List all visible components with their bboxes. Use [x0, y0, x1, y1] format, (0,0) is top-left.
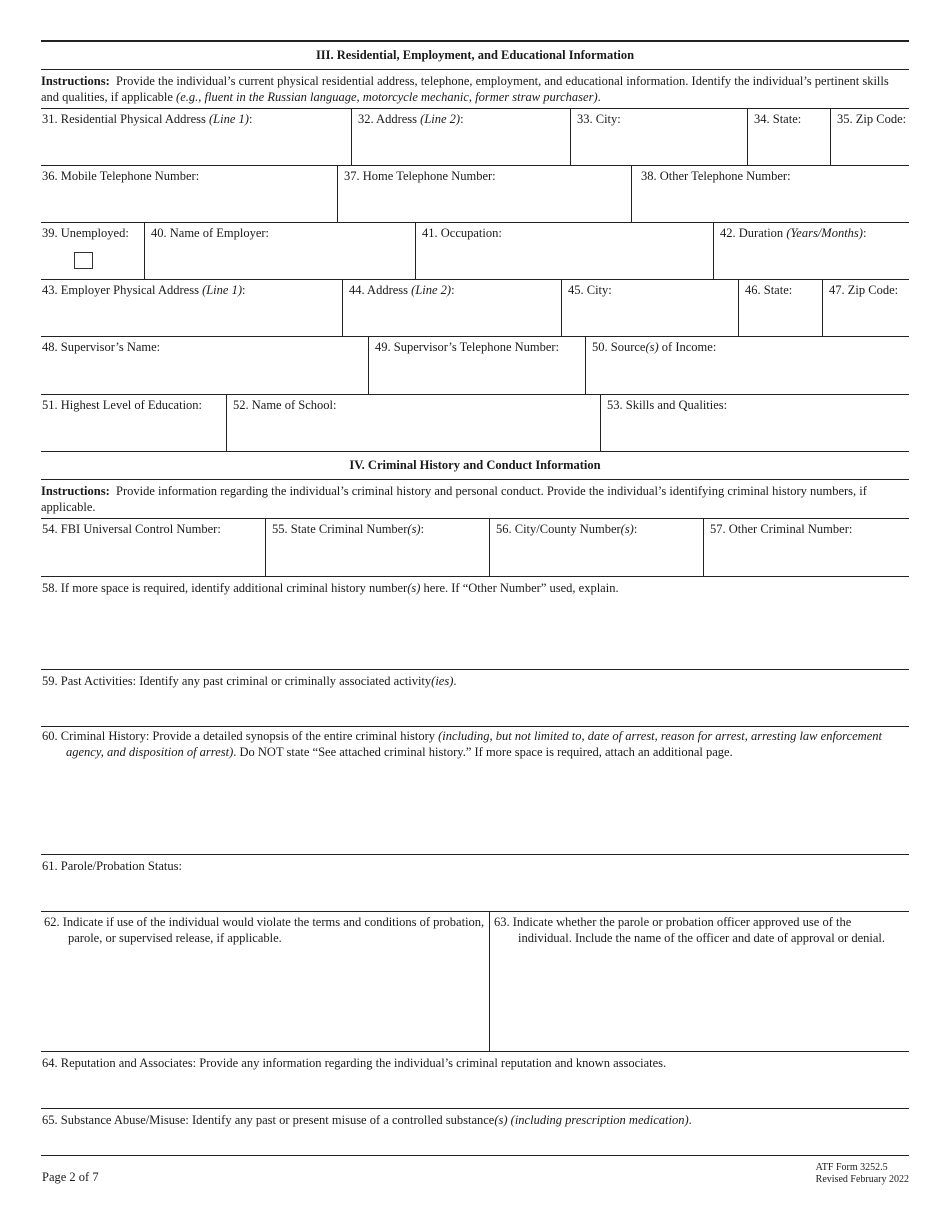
field-44-address-line2[interactable]: 44. Address (Line 2):	[342, 280, 561, 336]
form-identifier	[816, 1162, 909, 1186]
form-page	[41, 40, 909, 1165]
field-60-criminal-history[interactable]: 60. Criminal History: Provide a detailed synopsis of the entire criminal history (including, but not limited to, date of arrest, reason for arrest, arresting law enforcement agency, and disposition of arrest). Do NOT state “See attached criminal history.” If more space is required, attach an additional page.	[41, 727, 909, 855]
field-64-reputation[interactable]: 64. Reputation and Associates: Provide any information regarding the individual’s criminal reputation and known associates.	[41, 1052, 909, 1109]
field-32-address-line2[interactable]: 32. Address (Line 2):	[351, 109, 570, 165]
section-4-instructions: Instructions: Provide information regarding the individual’s criminal history and personal conduct. Provide the individual’s identifying criminal history numbers, if applicable.	[41, 480, 909, 519]
field-52-school-name[interactable]: 52. Name of School:	[226, 395, 600, 451]
field-40-employer-name[interactable]: 40. Name of Employer:	[144, 223, 415, 279]
field-37-home-phone[interactable]: 37. Home Telephone Number:	[337, 166, 631, 222]
field-47-zip[interactable]: 47. Zip Code:	[822, 280, 909, 336]
section-4-title: IV. Criminal History and Conduct Information	[41, 452, 909, 480]
page-number: Page 2 of 7	[42, 1170, 99, 1184]
revision-date: Revised February 2022	[815, 1174, 909, 1185]
section-3-title: III. Residential, Employment, and Educational Information	[41, 42, 909, 70]
field-33-city[interactable]: 33. City:	[570, 109, 747, 165]
field-38-other-phone[interactable]: 38. Other Telephone Number:	[631, 166, 909, 222]
field-57-other-number[interactable]: 57. Other Criminal Number:	[703, 519, 909, 576]
form-number: ATF Form 3252.5	[815, 1162, 888, 1173]
section-3-instructions: Instructions: Provide the individual’s current physical residential address, telephone, employment, and educational information. Identify the individual’s pertinent skills and qualities, if applicable (e.g., fluent in the Russian language, motorcycle mechanic, former straw purchaser).	[41, 70, 909, 109]
field-51-education-level[interactable]: 51. Highest Level of Education:	[42, 398, 203, 412]
field-50-income-source[interactable]: 50. Source(s) of Income:	[585, 337, 909, 394]
footer-rule	[41, 1155, 909, 1156]
field-59-past-activities[interactable]: 59. Past Activities: Identify any past criminal or criminally associated activity(ies).	[41, 670, 909, 727]
field-36-mobile-phone[interactable]: 36. Mobile Telephone Number:	[42, 169, 200, 183]
field-61-parole-status[interactable]: 61. Parole/Probation Status:	[41, 855, 909, 912]
field-45-city[interactable]: 45. City:	[561, 280, 738, 336]
field-62-violation-terms[interactable]: 62. Indicate if use of the individual would violate the terms and conditions of probation, parole, or supervised release, if applicable.	[44, 915, 485, 945]
field-58-additional-numbers[interactable]: 58. If more space is required, identify additional criminal history number(s) here. If “Other Number” used, explain.	[41, 577, 909, 670]
unemployed-checkbox[interactable]	[74, 252, 93, 269]
field-56-city-county-number[interactable]: 56. City/County Number(s):	[489, 519, 703, 576]
field-48-supervisor-name[interactable]: 48. Supervisor’s Name:	[42, 340, 161, 354]
field-54-fbi-number[interactable]: 54. FBI Universal Control Number:	[42, 522, 221, 536]
field-49-supervisor-phone[interactable]: 49. Supervisor’s Telephone Number:	[368, 337, 585, 394]
field-63-officer-approval[interactable]: 63. Indicate whether the parole or probation officer approved use of the individual. Include the name of the officer and date of approval or denial.	[489, 912, 909, 1051]
field-46-state[interactable]: 46. State:	[738, 280, 822, 336]
field-65-substance-abuse[interactable]: 65. Substance Abuse/Misuse: Identify any past or present misuse of a controlled substance(s) (including prescription medication).	[42, 1113, 692, 1127]
field-42-duration[interactable]: 42. Duration (Years/Months):	[713, 223, 909, 279]
field-41-occupation[interactable]: 41. Occupation:	[415, 223, 713, 279]
field-39-unemployed: 39. Unemployed:	[41, 223, 144, 279]
field-55-state-number[interactable]: 55. State Criminal Number(s):	[265, 519, 489, 576]
field-43-employer-address[interactable]: 43. Employer Physical Address (Line 1):	[42, 283, 246, 297]
field-53-skills[interactable]: 53. Skills and Qualities:	[600, 395, 909, 451]
field-31-residential-address[interactable]: 31. Residential Physical Address (Line 1):	[42, 112, 253, 126]
field-35-zip[interactable]: 35. Zip Code:	[830, 109, 909, 165]
field-34-state[interactable]: 34. State:	[747, 109, 830, 165]
